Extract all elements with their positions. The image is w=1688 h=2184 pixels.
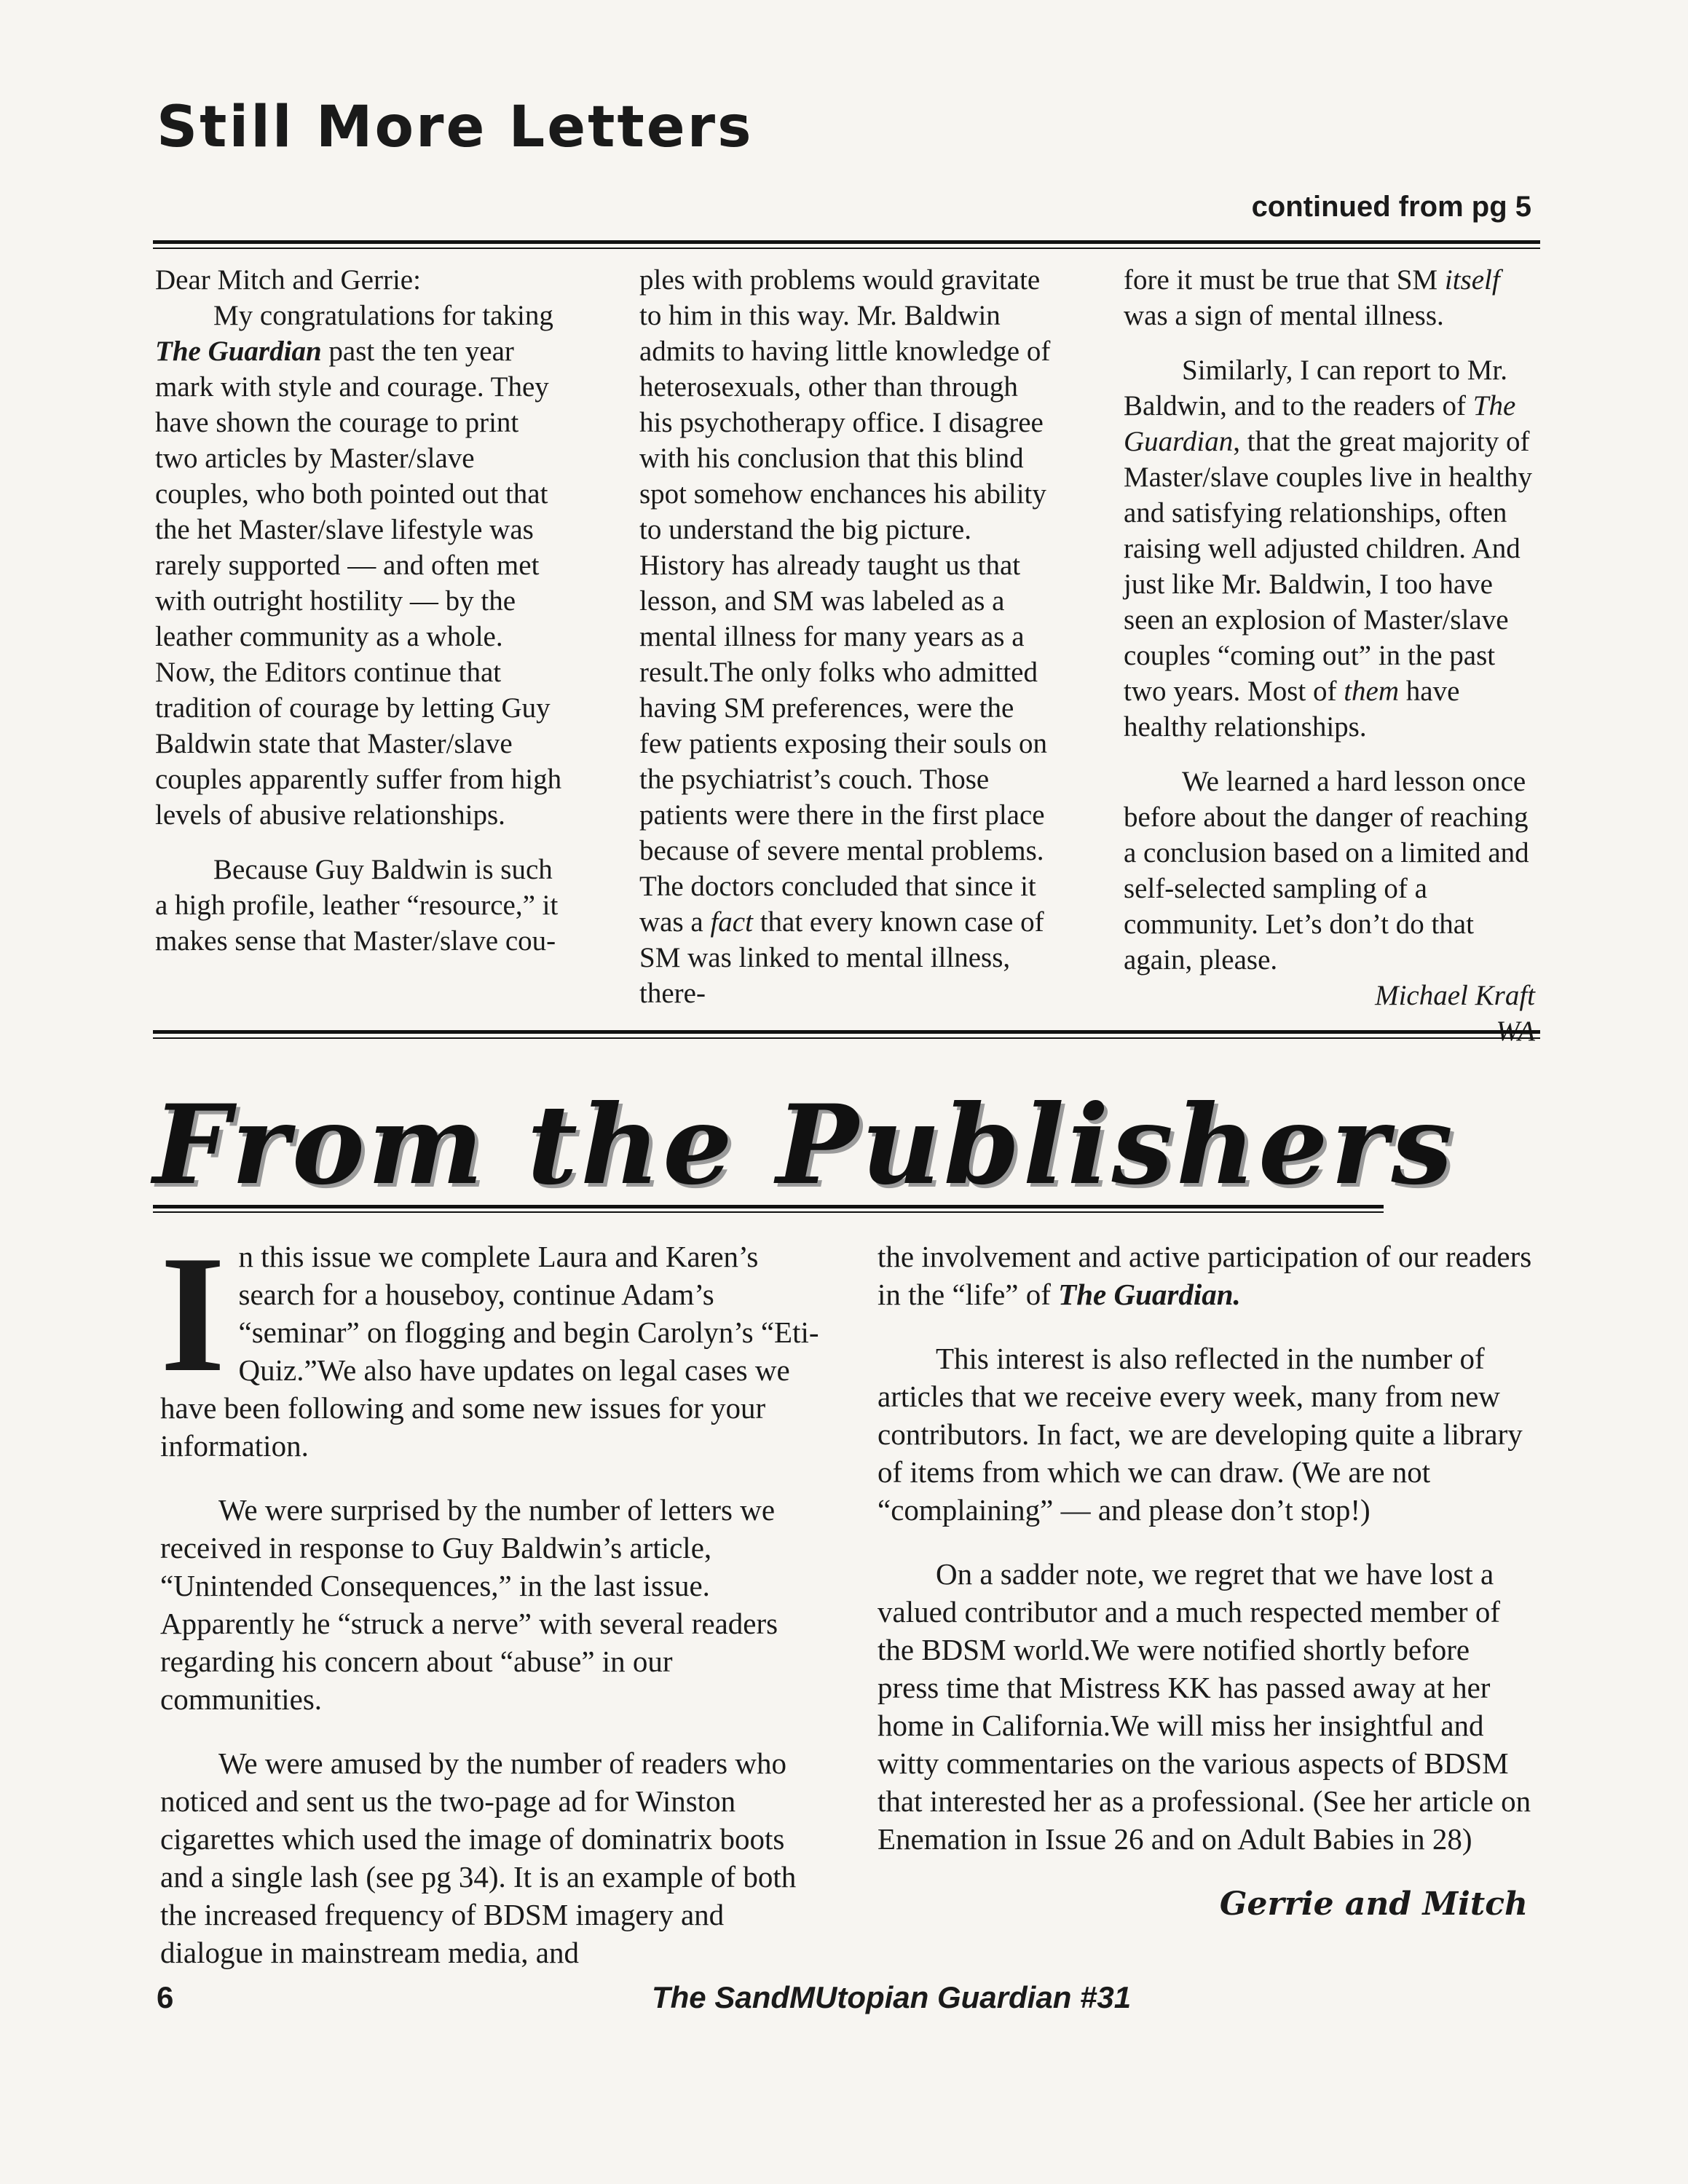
editorial-paragraph: We were amused by the number of readers who noticed and sent us the two-page ad for Winston cigarettes which used the image of dominatrix boots and a single lash (see pg 34). It is an example of both the increased frequency of BDSM imagery and dialogue in mainstream media, and <box>160 1746 797 1969</box>
section-divider-rule <box>153 1030 1540 1039</box>
continued-from-note: continued from pg 5 <box>1251 191 1531 223</box>
letters-top-rule <box>153 240 1540 249</box>
editorial-paragraph: On a sadder note, we regret that we have lost a valued contributor and a much respected member of the BDSM world.We were notified shortly before press time that Mistress KK has passed away at her home in California.We will miss her insightful and witty commentaries on the various aspects of BDSM that interested her as a professional. (See her article on Enemation in Issue 26 and on Adult Babies in 28) <box>877 1557 1531 1856</box>
publication-name: The Guardian <box>1124 390 1516 457</box>
letters-section-title: Still More Letters <box>157 95 754 160</box>
letter-paragraph: fore it must be true that SM itself was a sign of mental illness. <box>1124 264 1500 331</box>
letter-paragraph: Because Guy Baldwin is such a high profile, leather “resource,” it makes sense that Master/slave cou- <box>155 854 559 957</box>
letter-signature-name: Michael Kraft <box>1375 980 1535 1011</box>
letters-body <box>155 262 1535 1049</box>
publishers-signoff: Gerrie and Mitch <box>1219 1886 1528 1923</box>
publishers-body <box>160 1221 1537 1971</box>
letters-column-1 <box>155 262 567 1049</box>
publishers-title-rule <box>153 1205 1384 1213</box>
letters-column-2 <box>639 262 1051 1049</box>
letter-paragraph: We learned a hard lesson once before about the danger of reaching a conclusion based on a limited and self-selected sampling of a community. Let’s don’t do that again, please. <box>1124 766 1529 976</box>
letter-paragraph: My congratulations for taking The Guardian past the ten year mark with style and courage. They have shown the courage to print two articles by Master/slave couples, who both pointed out that the het Master/slave lifestyle was rarely supported — and often met with outright hostility — by the leather community as a whole. Now, the Editors continue that tradition of courage by letting Guy Baldwin state that Master/slave couples apparently suffer from high levels of abusive relationships. <box>155 300 562 831</box>
letter-salutation: Dear Mitch and Gerrie: <box>155 264 421 296</box>
editorial-paragraph: the involvement and active participation of our readers in the “life” of The Guardian. <box>877 1240 1532 1311</box>
page-number: 6 <box>157 1980 174 2014</box>
editorial-paragraph: We were surprised by the number of letters we received in response to Guy Baldwin’s article, “Unintended Consequences,” in the last issue. Apparently he “struck a nerve” with several readers regarding his concern about “abuse” in our communities. <box>160 1493 778 1716</box>
editorial-paragraph: In this issue we complete Laura and Karen’s search for a houseboy, continue Adam’s “seminar” on flogging and begin Carolyn’s “Eti-Quiz.”We also have updates on legal cases we have been following and some new issues for your information. <box>160 1221 819 1463</box>
publication-name: The Guardian. <box>1058 1278 1241 1311</box>
drop-cap: I <box>160 1221 226 1406</box>
letter-paragraph: ples with problems would gravitate to him in this way. Mr. Baldwin admits to having little knowledge of heterosexuals, other than through his psychotherapy office. I disagree with his conclusion that this blind spot somehow enchances his ability to understand the big picture. History has already taught us that lesson, and SM was labeled as a mental illness for many years as a result.The only folks who admitted having SM preferences, were the few patients exposing their souls on the psychiatrist’s couch. Those patients were there in the first place because of severe mental problems. The doctors concluded that since it was a fact that every known case of SM was linked to mental illness, there- <box>639 264 1051 1009</box>
letter-paragraph: Similarly, I can report to Mr. Baldwin, and to the readers of The Guardian, that the great majority of Master/slave couples live in healthy and satisfying relationships, often raising well adjusted children. And just like Mr. Baldwin, I too have seen an explosion of Master/slave couples “coming out” in the past two years. Most of them have healthy relationships. <box>1124 355 1533 743</box>
publication-name: The Guardian <box>155 336 322 367</box>
publishers-section-title: From the Publishers <box>153 1081 1456 1209</box>
footer-publication-title: The SandMUtopian Guardian #31 <box>652 1980 1132 2014</box>
publishers-column-2 <box>877 1238 1537 1971</box>
letters-column-3 <box>1124 262 1535 1049</box>
letter-signature-location: WA <box>1496 1016 1535 1047</box>
editorial-paragraph: This interest is also reflected in the number of articles that we receive every week, many from new contributors. In fact, we are developing quite a library of items from which we can draw. (We are not “complaining” — and please don’t stop!) <box>877 1342 1523 1527</box>
publishers-column-1 <box>160 1221 819 1971</box>
